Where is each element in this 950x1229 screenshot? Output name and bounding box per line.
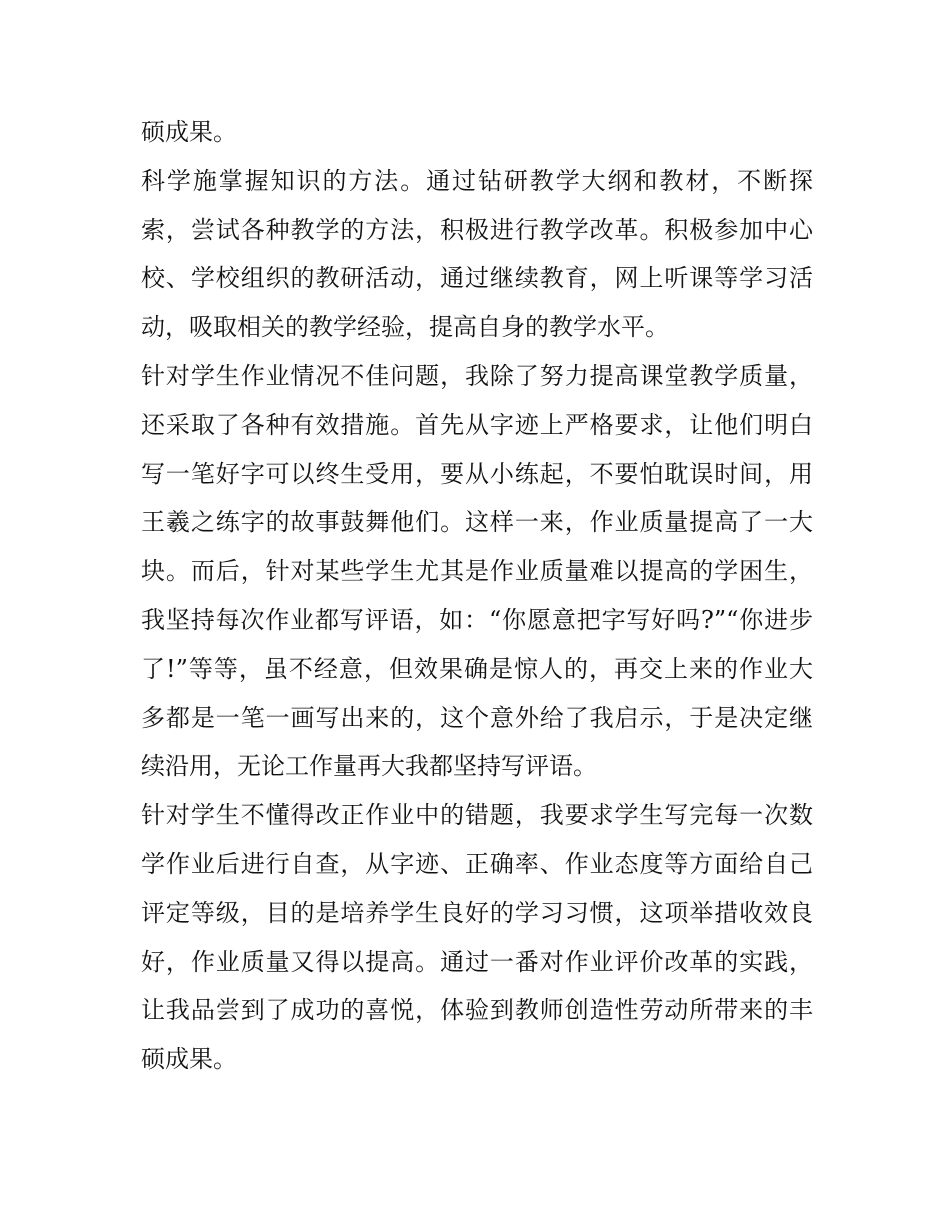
text-line: 我坚持每次作业都写评语，如：“你愿意把字写好吗?”“你进步 (141, 605, 813, 634)
text-line: 针对学生不懂得改正作业中的错题，我要求学生写完每一次数 (141, 801, 813, 830)
text-line: 硕成果。 (141, 1045, 237, 1074)
text-line: 动，吸取相关的教学经验，提高自身的教学水平。 (141, 313, 669, 342)
text-line: 还采取了各种有效措施。首先从字迹上严格要求，让他们明白 (141, 410, 813, 439)
text-line: 续沿用，无论工作量再大我都坚持写评语。 (141, 752, 597, 781)
body-text (141, 108, 813, 1084)
text-line: 写一笔好字可以终生受用，要从小练起，不要怕耽误时间，用 (141, 459, 813, 488)
text-line: 校、学校组织的教研活动，通过继续教育，网上听课等学习活 (141, 264, 813, 293)
text-line: 多都是一笔一画写出来的，这个意外给了我启示，于是决定继 (141, 703, 813, 732)
text-line: 硕成果。 (141, 118, 237, 146)
text-line: 王羲之练字的故事鼓舞他们。这样一来，作业质量提高了一大 (141, 508, 813, 537)
text-line: 块。而后，针对某些学生尤其是作业质量难以提高的学困生， (141, 557, 813, 586)
text-line: 让我品尝到了成功的喜悦，体验到教师创造性劳动所带来的丰 (141, 996, 813, 1025)
text-line: 评定等级，目的是培养学生良好的学习习惯，这项举措收效良 (141, 898, 813, 927)
text-line: 科学施掌握知识的方法。通过钻研教学大纲和教材，不断探 (141, 166, 813, 195)
text-line: 好，作业质量又得以提高。通过一番对作业评价改革的实践， (141, 947, 813, 976)
text-line: 学作业后进行自查，从字迹、正确率、作业态度等方面给自己 (141, 849, 813, 878)
text-line: 了!”等等，虽不经意，但效果确是惊人的，再交上来的作业大 (141, 654, 813, 683)
text-line: 索，尝试各种教学的方法，积极进行教学改革。积极参加中心 (141, 215, 813, 244)
text-line: 针对学生作业情况不佳问题，我除了努力提高课堂教学质量， (141, 361, 813, 390)
